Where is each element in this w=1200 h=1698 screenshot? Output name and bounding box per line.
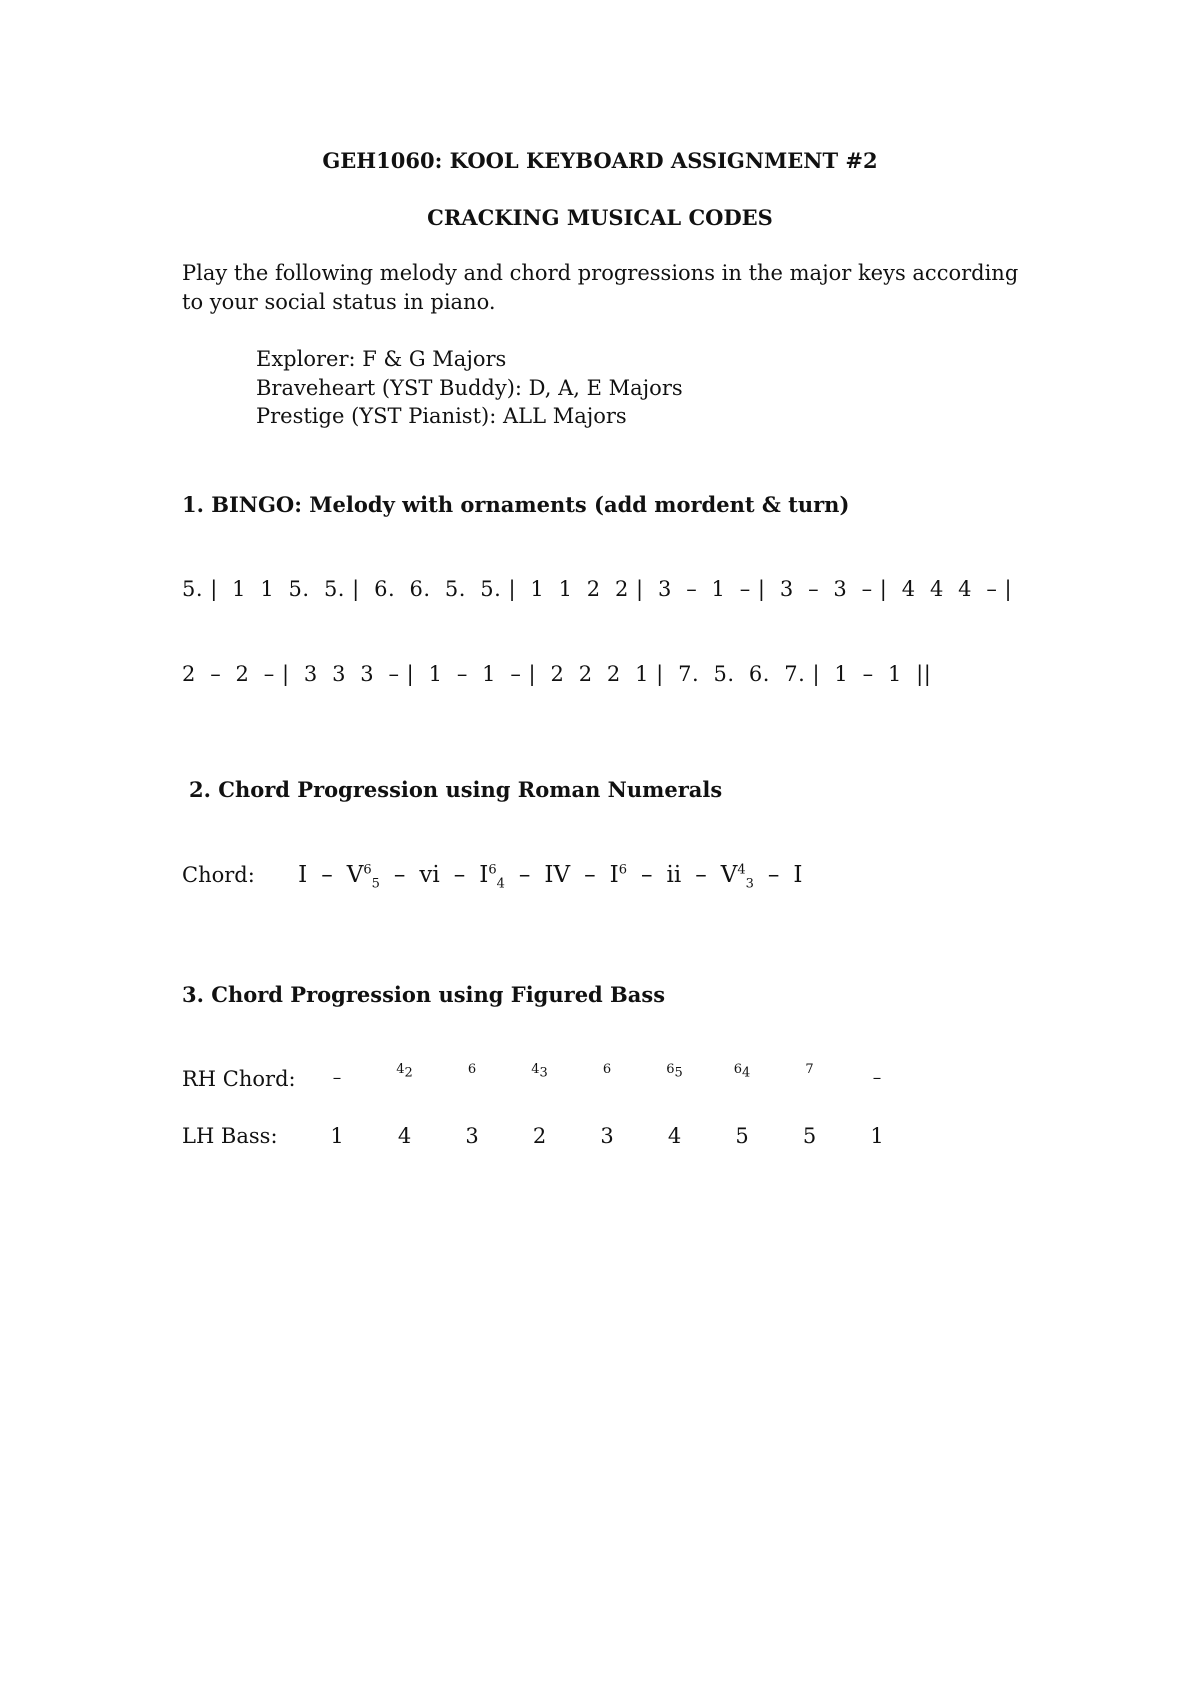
chord-separator: – [640,862,653,888]
rh-figure [442,1062,502,1077]
section2-heading: 2. Chord Progression using Roman Numerals [189,777,723,802]
section3-heading: 3. Chord Progression using Figured Bass [182,982,666,1007]
rh-figure [577,1062,637,1077]
figure-lower: 4 [742,1065,751,1081]
chord-numeral: I [793,862,803,888]
chord-label: Chord: [182,863,255,887]
lh-bass-note: 5 [735,1124,749,1148]
chord-separator: – [453,862,466,888]
figure-lower: 2 [404,1065,413,1081]
lh-bass-note: 3 [600,1124,614,1148]
figure-upper: 6 [467,1062,477,1077]
lh-bass-note: 1 [330,1124,344,1148]
chord-numeral: V [346,862,364,888]
chord-symbol [721,862,754,892]
chord-numeral: I [479,862,489,888]
chord-inversion-upper: 6 [488,862,497,878]
chord-symbol [347,862,380,892]
chord-symbol [666,862,681,888]
section1-heading: 1. BINGO: Melody with ornaments (add mordent & turn) [182,492,850,517]
rh-figure [510,1062,570,1081]
chord-separator: – [767,862,780,888]
page-title: GEH1060: KOOL KEYBOARD ASSIGNMENT #2 [322,148,878,173]
lh-bass-note: 4 [667,1124,682,1148]
figure-upper: 4 [531,1062,540,1077]
level-prestige: Prestige (YST Pianist): ALL Majors [256,404,627,428]
chord-symbol [793,862,802,888]
chord-inversion-lower: 3 [745,876,754,892]
roman-numeral-progression [182,862,808,892]
lh-bass-label: LH Bass: [182,1124,278,1148]
figure-lower: 5 [674,1065,683,1081]
chord-symbol [419,862,439,888]
rh-figure [375,1062,435,1081]
chord-separator: – [518,862,531,888]
figure-upper: 4 [396,1062,405,1077]
figure-upper: 6 [602,1062,612,1077]
lh-bass-note: 1 [870,1124,884,1148]
chord-separator: – [393,862,406,888]
lh-bass-note: 5 [802,1124,817,1148]
figure-upper: 6 [666,1062,675,1077]
lh-bass-note: 2 [532,1124,547,1148]
rh-figure [645,1062,705,1081]
rh-figure [847,1068,907,1088]
rh-figure [780,1062,840,1077]
melody-line-2: 2 – 2 – | 3 3 3 – | 1 – 1 – | 2 2 2 1 | 7. 5. 6. 7. | 1 – 1 || [182,662,932,686]
figure-upper: – [872,1068,882,1088]
chord-symbol [544,862,570,888]
figure-upper: 6 [733,1062,742,1077]
chord-separator: – [584,862,596,888]
figure-upper: 7 [805,1062,814,1077]
figure-upper: – [332,1068,342,1088]
rh-figure [307,1068,367,1088]
chord-inversion-lower: 5 [371,876,380,892]
chord-numeral: ii [666,862,682,888]
level-braveheart: Braveheart (YST Buddy): D, A, E Majors [256,376,683,400]
chord-inversion-upper: 4 [737,862,746,878]
chord-inversion-lower: 4 [496,876,505,892]
page-subtitle: CRACKING MUSICAL CODES [427,205,773,230]
rh-figure [712,1062,772,1081]
chord-separator: – [321,862,333,888]
chord-symbol [479,862,505,892]
intro-paragraph: Play the following melody and chord progressions in the major keys according to your social status in piano. [182,261,1019,314]
chord-inversion-upper: 6 [363,862,372,878]
chord-numeral: I [298,862,308,888]
chord-numeral: IV [544,862,571,888]
chord-numeral: vi [419,862,440,888]
melody-line-1: 5. | 1 1 5. 5. | 6. 6. 5. 5. | 1 1 2 2 | 3 – 1 – | 3 – 3 – | 4 4 4 – | [182,577,1013,601]
lh-bass-note: 3 [465,1124,479,1148]
figure-lower: 3 [539,1065,548,1081]
lh-bass-note: 4 [397,1124,412,1148]
chord-sequence [292,862,808,892]
chord-inversion-upper: 6 [618,862,627,878]
rh-chord-label: RH Chord: [182,1067,296,1091]
chord-symbol [610,862,627,888]
chord-numeral: I [609,862,619,888]
level-explorer: Explorer: F & G Majors [256,347,507,371]
chord-numeral: V [720,862,738,888]
chord-symbol [298,862,307,888]
chord-separator: – [695,862,707,888]
